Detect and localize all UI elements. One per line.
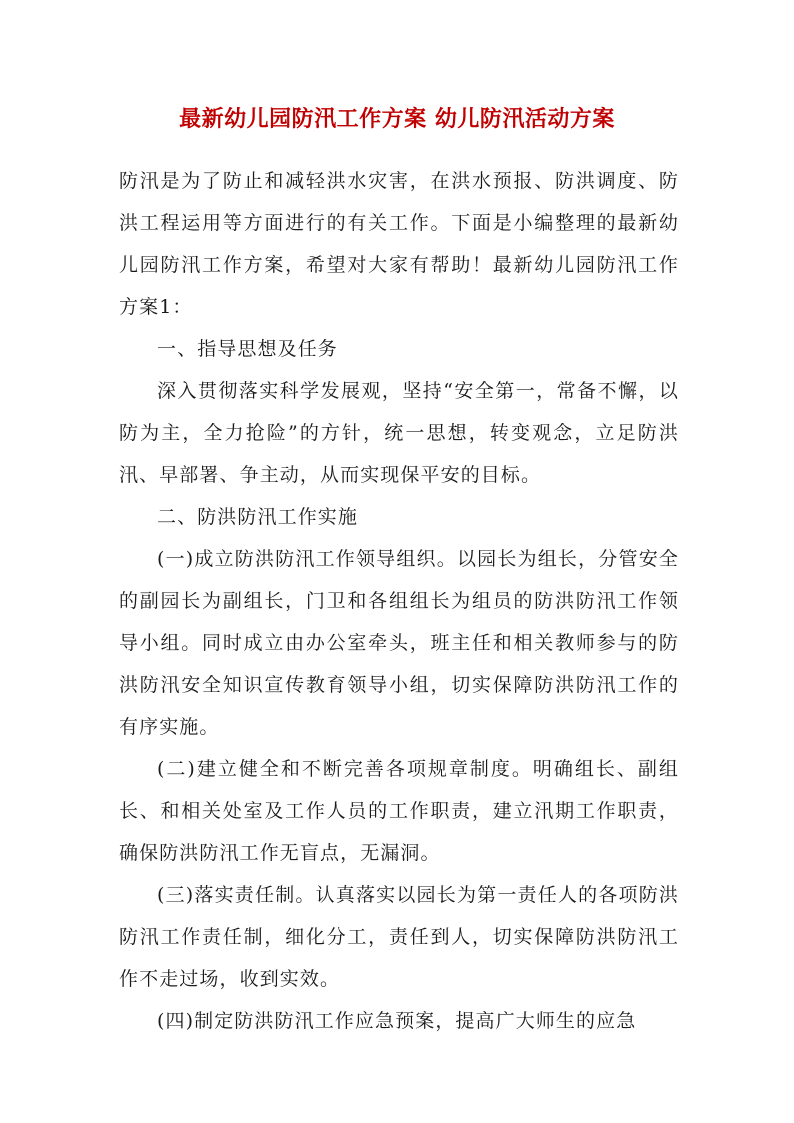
paragraph-intro: 防汛是为了防止和减轻洪水灾害，在洪水预报、防洪调度、防洪工程运用等方面进行的有关工作。下面是小编整理的最新幼儿园防汛工作方案，希望对大家有帮助！最新幼儿园防汛工作方案1： <box>119 170 679 318</box>
paragraph-responsibility: (三)落实责任制。认真落实以园长为第一责任人的各项防洪防汛工作责任制，细化分工，责任到人，切实保障防洪防汛工作不走过场，收到实效。 <box>119 884 679 990</box>
document-body <box>119 160 679 1042</box>
heading-guiding-ideology: 一、指导思想及任务 <box>157 338 338 360</box>
document-title: 最新幼儿园防汛工作方案 幼儿防汛活动方案 <box>179 106 615 132</box>
paragraph-emergency-plan: (四)制定防洪防汛工作应急预案，提高广大师生的应急 <box>157 1010 637 1032</box>
paragraph-rules-system: (二)建立健全和不断完善各项规章制度。明确组长、副组长、和相关处室及工作人员的工作职责，建立汛期工作职责，确保防洪防汛工作无盲点，无漏洞。 <box>119 758 679 864</box>
paragraph-guiding-ideology: 深入贯彻落实科学发展观，坚持“安全第一，常备不懈，以防为主，全力抢险”的方针，统一思想，转变观念，立足防洪汛、早部署、争主动，从而实现保平安的目标。 <box>119 380 679 486</box>
heading-implementation: 二、防洪防汛工作实施 <box>157 506 359 528</box>
paragraph-leadership-organization: (一)成立防洪防汛工作领导组织。以园长为组长，分管安全的副园长为副组长，门卫和各组组长为组员的防洪防汛工作领导小组。同时成立由办公室牵头，班主任和相关教师参与的防洪防汛安全知识宣传教育领导小组，切实保障防洪防汛工作的有序实施。 <box>119 548 679 738</box>
